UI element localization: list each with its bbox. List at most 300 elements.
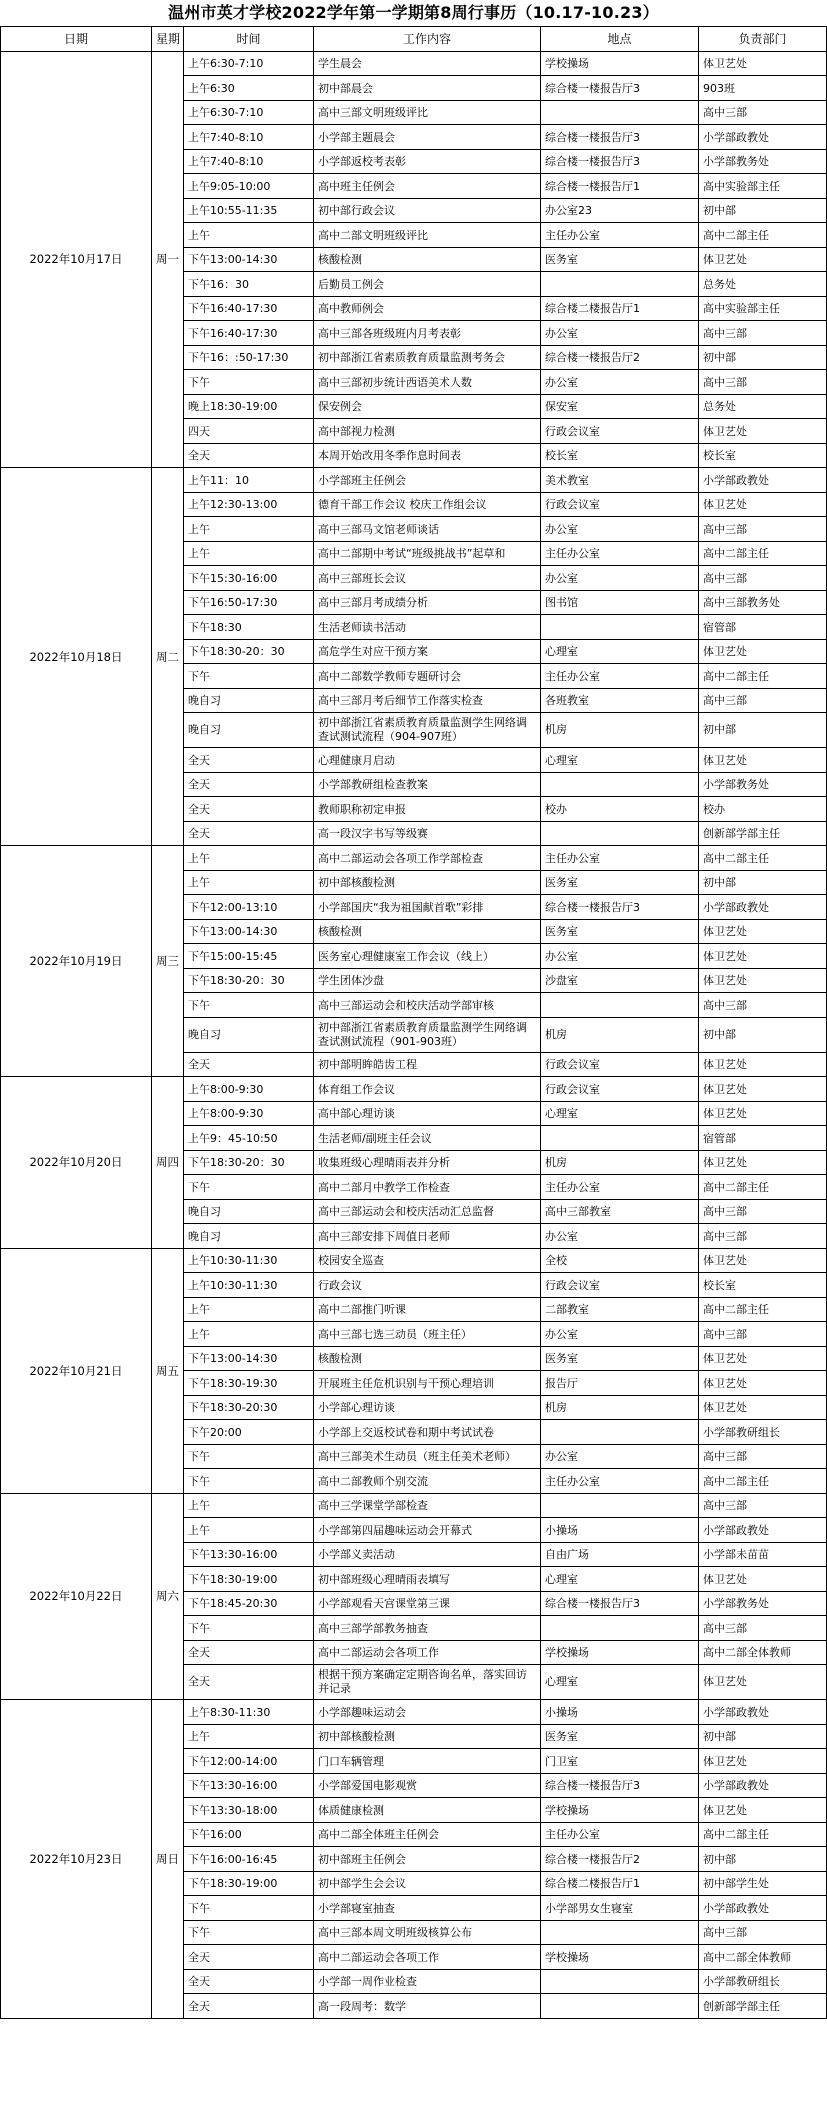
cell-content: 小学部心理访谈 [314,1395,541,1420]
cell-department: 宿管部 [699,1126,827,1151]
col-header-location: 地点 [541,27,699,52]
cell-location: 行政会议室 [541,1052,699,1077]
cell-time: 上午 [184,1297,314,1322]
cell-content: 小学部寝室抽查 [314,1896,541,1921]
cell-location: 心理室 [541,639,699,664]
cell-location: 综合楼一楼报告厅3 [541,1773,699,1798]
col-header-weekday: 星期 [152,27,184,52]
cell-content: 心理健康月启动 [314,748,541,773]
cell-content: 高中二部期中考试“班级挑战书”起草和 [314,541,541,566]
cell-department: 小学部政教处 [699,1700,827,1725]
cell-department: 总务处 [699,394,827,419]
cell-content: 高一段汉字书写等级赛 [314,821,541,846]
cell-department: 高中二部主任 [699,1822,827,1847]
cell-location: 综合楼一楼报告厅3 [541,149,699,174]
cell-department: 高中二部主任 [699,1469,827,1494]
col-header-department: 负责部门 [699,27,827,52]
cell-time: 下午16:00-16:45 [184,1847,314,1872]
cell-time: 全天 [184,772,314,797]
cell-location: 医务室 [541,919,699,944]
table-row [1,1700,827,1725]
day-date: 2022年10月23日 [1,1700,152,2019]
day-weekday: 周一 [152,51,184,468]
cell-time: 全天 [184,1640,314,1665]
cell-department: 宿管部 [699,615,827,640]
cell-content: 小学部班主任例会 [314,468,541,493]
table-row [1,51,827,76]
cell-time: 四天 [184,419,314,444]
cell-time: 下午12:00-13:10 [184,895,314,920]
cell-location: 二部教室 [541,1297,699,1322]
cell-department: 小学部教务处 [699,1591,827,1616]
cell-department: 高中三部 [699,1322,827,1347]
page-title: 温州市英才学校2022学年第一学期第8周行事历（10.17-10.23） [168,3,659,22]
cell-content: 开展班主任危机识别与干预心理培训 [314,1371,541,1396]
cell-department: 体卫艺处 [699,639,827,664]
cell-time: 下午16:00 [184,1822,314,1847]
cell-time: 下午16:50-17:30 [184,590,314,615]
cell-department: 小学部政教处 [699,1773,827,1798]
cell-content: 高中三部安排下周值日老师 [314,1224,541,1249]
cell-time: 下午 [184,664,314,689]
cell-time: 下午16：30 [184,272,314,297]
cell-content: 高中二部运动会各项工作学部检查 [314,846,541,871]
cell-location: 办公室 [541,1224,699,1249]
cell-department: 高中三部 [699,1199,827,1224]
day-weekday: 周四 [152,1077,184,1249]
cell-department: 初中部 [699,713,827,748]
cell-content: 初中部班级心理晴雨表填写 [314,1567,541,1592]
cell-location: 办公室 [541,944,699,969]
cell-time: 下午13:30-16:00 [184,1542,314,1567]
col-header-time: 时间 [184,27,314,52]
cell-location: 沙盘室 [541,968,699,993]
cell-department: 高中二部主任 [699,541,827,566]
cell-location: 综合楼一楼报告厅2 [541,345,699,370]
cell-department: 体卫艺处 [699,1101,827,1126]
col-header-date: 日期 [1,27,152,52]
cell-department: 高中三部 [699,1616,827,1641]
cell-location: 办公室 [541,370,699,395]
cell-content: 初中部班主任例会 [314,1847,541,1872]
cell-department: 校办 [699,797,827,822]
cell-time: 下午18:30-19:00 [184,1567,314,1592]
cell-content: 高中三部初步统计西语美术人数 [314,370,541,395]
cell-content: 小学部主题晨会 [314,125,541,150]
cell-location: 主任办公室 [541,541,699,566]
cell-content: 高中二部推门听课 [314,1297,541,1322]
cell-location: 高中三部教室 [541,1199,699,1224]
cell-time: 下午13:00-14:30 [184,919,314,944]
cell-time: 全天 [184,1665,314,1700]
cell-content: 高中二部运动会各项工作 [314,1945,541,1970]
cell-content: 初中部浙江省素质教育质量监测学生网络调查试测试流程（904-907班） [314,713,541,748]
cell-content: 高中三部运动会和校庆活动学部审核 [314,993,541,1018]
cell-location [541,100,699,125]
cell-content: 高中三学课堂学部检查 [314,1493,541,1518]
cell-department: 体卫艺处 [699,1077,827,1102]
cell-content: 高危学生对应干预方案 [314,639,541,664]
cell-time: 下午 [184,993,314,1018]
cell-time: 上午8:00-9:30 [184,1077,314,1102]
cell-time: 上午 [184,1322,314,1347]
cell-location [541,1616,699,1641]
schedule-table [0,26,827,2019]
cell-location: 自由广场 [541,1542,699,1567]
cell-location [541,821,699,846]
day-date: 2022年10月21日 [1,1248,152,1493]
cell-content: 初中部浙江省素质教育质量监测考务会 [314,345,541,370]
cell-location: 主任办公室 [541,1175,699,1200]
cell-time: 上午 [184,870,314,895]
day-weekday: 周五 [152,1248,184,1493]
cell-content: 小学部一周作业检查 [314,1969,541,1994]
cell-department: 体卫艺处 [699,1248,827,1273]
cell-time: 上午 [184,541,314,566]
cell-location: 主任办公室 [541,223,699,248]
day-weekday: 周二 [152,468,184,846]
cell-department: 903班 [699,76,827,101]
cell-content: 小学部上交返校试卷和期中考试试卷 [314,1420,541,1445]
cell-department: 小学部教务处 [699,772,827,797]
cell-content: 初中部浙江省素质教育质量监测学生网络调查试测试流程（901-903班） [314,1017,541,1052]
cell-content: 小学部趣味运动会 [314,1700,541,1725]
cell-time: 晚自习 [184,688,314,713]
cell-location: 综合楼一楼报告厅3 [541,1591,699,1616]
cell-content: 核酸检测 [314,247,541,272]
cell-time: 下午13:30-16:00 [184,1773,314,1798]
cell-time: 上午11：10 [184,468,314,493]
cell-department: 总务处 [699,272,827,297]
cell-time: 晚自习 [184,713,314,748]
cell-location [541,615,699,640]
cell-department: 校长室 [699,1273,827,1298]
cell-time: 下午18:30-19:00 [184,1871,314,1896]
cell-location: 办公室23 [541,198,699,223]
cell-content: 高中三部美术生动员（班主任美术老师） [314,1444,541,1469]
cell-location: 报告厅 [541,1371,699,1396]
cell-content: 根据干预方案确定定期咨询名单，落实回访并记录 [314,1665,541,1700]
cell-content: 核酸检测 [314,1346,541,1371]
table-row [1,1248,827,1273]
cell-location: 小操场 [541,1518,699,1543]
cell-location: 学校操场 [541,1640,699,1665]
cell-content: 初中部核酸检测 [314,870,541,895]
cell-content: 高中三部本周文明班级核算公布 [314,1920,541,1945]
cell-department: 高中三部 [699,1224,827,1249]
cell-time: 上午 [184,1724,314,1749]
cell-department: 初中部 [699,870,827,895]
cell-time: 全天 [184,821,314,846]
cell-content: 高中二部月中教学工作检查 [314,1175,541,1200]
day-date: 2022年10月20日 [1,1077,152,1249]
cell-time: 上午7:40-8:10 [184,149,314,174]
cell-time: 下午 [184,1616,314,1641]
cell-time: 上午 [184,517,314,542]
cell-content: 小学部第四届趣味运动会开幕式 [314,1518,541,1543]
cell-department: 小学部政教处 [699,125,827,150]
cell-content: 高中部心理访谈 [314,1101,541,1126]
cell-content: 小学部义卖活动 [314,1542,541,1567]
cell-department: 小学部教研组长 [699,1420,827,1445]
cell-department: 高中三部教务处 [699,590,827,615]
cell-content: 高一段周考：数学 [314,1994,541,2019]
cell-location: 综合楼一楼报告厅2 [541,1847,699,1872]
cell-department: 体卫艺处 [699,51,827,76]
cell-time: 下午12:00-14:00 [184,1749,314,1774]
cell-location [541,1420,699,1445]
cell-department: 高中二部主任 [699,846,827,871]
cell-department: 体卫艺处 [699,1798,827,1823]
cell-location: 综合楼一楼报告厅1 [541,174,699,199]
cell-department: 小学部政教处 [699,1896,827,1921]
cell-time: 上午6:30-7:10 [184,100,314,125]
cell-location: 心理室 [541,1101,699,1126]
cell-content: 高中二部教师个别交流 [314,1469,541,1494]
cell-time: 下午20:00 [184,1420,314,1445]
cell-location [541,1969,699,1994]
cell-time: 下午 [184,1920,314,1945]
cell-location: 综合楼二楼报告厅1 [541,296,699,321]
header-row [1,27,827,52]
cell-content: 体育组工作会议 [314,1077,541,1102]
cell-location: 行政会议室 [541,1077,699,1102]
cell-department: 高中三部 [699,688,827,713]
cell-location: 各班教室 [541,688,699,713]
cell-department: 高中三部 [699,100,827,125]
cell-content: 学生团体沙盘 [314,968,541,993]
cell-content: 生活老师/副班主任会议 [314,1126,541,1151]
cell-content: 学生晨会 [314,51,541,76]
cell-department: 体卫艺处 [699,748,827,773]
cell-content: 高中三部班长会议 [314,566,541,591]
cell-time: 上午8:00-9:30 [184,1101,314,1126]
cell-location: 学校操场 [541,1945,699,1970]
cell-content: 教师职称初定申报 [314,797,541,822]
cell-content: 本周开始改用冬季作息时间表 [314,443,541,468]
cell-time: 上午9：45-10:50 [184,1126,314,1151]
cell-department: 初中部 [699,345,827,370]
cell-department: 初中部 [699,1017,827,1052]
cell-department: 体卫艺处 [699,1567,827,1592]
cell-location: 校长室 [541,443,699,468]
cell-content: 生活老师读书活动 [314,615,541,640]
cell-location [541,1920,699,1945]
cell-location: 医务室 [541,1346,699,1371]
cell-location: 校办 [541,797,699,822]
cell-department: 高中二部主任 [699,223,827,248]
cell-content: 高中三部马文馆老师谈话 [314,517,541,542]
cell-location: 主任办公室 [541,846,699,871]
cell-location: 医务室 [541,247,699,272]
cell-time: 上午 [184,1518,314,1543]
cell-department: 体卫艺处 [699,1665,827,1700]
day-date: 2022年10月17日 [1,51,152,468]
cell-content: 初中部行政会议 [314,198,541,223]
day-date: 2022年10月19日 [1,846,152,1077]
cell-location [541,772,699,797]
cell-content: 初中部明眸皓齿工程 [314,1052,541,1077]
cell-time: 上午12:30-13:00 [184,492,314,517]
cell-time: 下午16:40-17:30 [184,296,314,321]
cell-location: 综合楼二楼报告厅1 [541,1871,699,1896]
cell-location: 保安室 [541,394,699,419]
cell-department: 初中部 [699,198,827,223]
cell-location: 主任办公室 [541,664,699,689]
cell-time: 晚自习 [184,1224,314,1249]
cell-time: 上午6:30-7:10 [184,51,314,76]
cell-location: 办公室 [541,566,699,591]
cell-time: 全天 [184,1994,314,2019]
cell-time: 下午18:30-20：30 [184,968,314,993]
cell-department: 初中部 [699,1724,827,1749]
cell-time: 下午15:30-16:00 [184,566,314,591]
cell-content: 高中部视力检测 [314,419,541,444]
cell-location [541,272,699,297]
cell-location [541,993,699,1018]
cell-content: 德育干部工作会议 校庆工作组会议 [314,492,541,517]
cell-content: 高中二部运动会各项工作 [314,1640,541,1665]
cell-department: 小学部教务处 [699,149,827,174]
cell-department: 高中三部 [699,321,827,346]
cell-location: 美术教室 [541,468,699,493]
cell-time: 下午 [184,1444,314,1469]
cell-department: 小学部教研组长 [699,1969,827,1994]
cell-time: 下午16:40-17:30 [184,321,314,346]
cell-department: 校长室 [699,443,827,468]
cell-time: 晚自习 [184,1017,314,1052]
cell-location: 心理室 [541,748,699,773]
table-row [1,846,827,871]
cell-location: 机房 [541,1150,699,1175]
cell-department: 体卫艺处 [699,968,827,993]
cell-location: 小学部男女生寝室 [541,1896,699,1921]
cell-content: 高中三部月考后细节工作落实检查 [314,688,541,713]
cell-time: 全天 [184,748,314,773]
cell-content: 小学部国庆“我为祖国献首歌”彩排 [314,895,541,920]
cell-time: 全天 [184,797,314,822]
cell-department: 体卫艺处 [699,1346,827,1371]
cell-department: 创新部学部主任 [699,821,827,846]
cell-content: 后勤员工例会 [314,272,541,297]
cell-department: 创新部学部主任 [699,1994,827,2019]
cell-location: 办公室 [541,517,699,542]
cell-time: 全天 [184,1969,314,1994]
cell-time: 上午 [184,223,314,248]
cell-location: 综合楼一楼报告厅3 [541,76,699,101]
cell-department: 小学部政教处 [699,1518,827,1543]
cell-department: 高中三部 [699,566,827,591]
cell-location: 小操场 [541,1700,699,1725]
cell-department: 体卫艺处 [699,1371,827,1396]
day-date: 2022年10月22日 [1,1493,152,1700]
cell-department: 高中二部全体教师 [699,1640,827,1665]
cell-department: 高中二部主任 [699,1297,827,1322]
cell-location: 综合楼一楼报告厅3 [541,125,699,150]
cell-location: 医务室 [541,1724,699,1749]
cell-location: 办公室 [541,1444,699,1469]
cell-time: 下午18:30-20:30 [184,1395,314,1420]
cell-time: 下午 [184,1175,314,1200]
cell-content: 小学部观看天宫课堂第三课 [314,1591,541,1616]
cell-content: 高中三部各班级班内月考表彰 [314,321,541,346]
cell-time: 上午 [184,846,314,871]
cell-content: 核酸检测 [314,919,541,944]
cell-department: 小学部政教处 [699,468,827,493]
cell-location: 机房 [541,1395,699,1420]
cell-location: 行政会议室 [541,492,699,517]
cell-location: 综合楼一楼报告厅3 [541,895,699,920]
cell-location [541,1493,699,1518]
cell-content: 高中三部运动会和校庆活动汇总监督 [314,1199,541,1224]
cell-content: 初中部晨会 [314,76,541,101]
cell-content: 初中部学生会会议 [314,1871,541,1896]
cell-department: 体卫艺处 [699,492,827,517]
cell-content: 医务室心理健康室工作会议（线上） [314,944,541,969]
cell-location: 行政会议室 [541,1273,699,1298]
cell-time: 下午 [184,370,314,395]
cell-department: 高中二部主任 [699,664,827,689]
cell-content: 高中班主任例会 [314,174,541,199]
cell-content: 高中三部七选三动员（班主任） [314,1322,541,1347]
cell-location: 行政会议室 [541,419,699,444]
day-weekday: 周六 [152,1493,184,1700]
cell-content: 校园安全巡查 [314,1248,541,1273]
cell-department: 高中实验部主任 [699,296,827,321]
cell-department: 小学部政教处 [699,895,827,920]
cell-content: 初中部核酸检测 [314,1724,541,1749]
cell-content: 高中三部月考成绩分析 [314,590,541,615]
cell-time: 晚上18:30-19:00 [184,394,314,419]
cell-department: 体卫艺处 [699,247,827,272]
cell-time: 下午 [184,1469,314,1494]
cell-location: 办公室 [541,1322,699,1347]
schedule-body [1,51,827,2018]
cell-content: 高中二部全体班主任例会 [314,1822,541,1847]
cell-location: 学校操场 [541,1798,699,1823]
cell-time: 上午10:30-11:30 [184,1273,314,1298]
day-weekday: 周三 [152,846,184,1077]
cell-department: 小学部未苗苗 [699,1542,827,1567]
cell-time: 下午 [184,1896,314,1921]
cell-content: 保安例会 [314,394,541,419]
cell-content: 小学部爱国电影观赏 [314,1773,541,1798]
cell-department: 高中三部 [699,370,827,395]
cell-location: 图书馆 [541,590,699,615]
cell-content: 高中二部数学教师专题研讨会 [314,664,541,689]
cell-time: 上午10:55-11:35 [184,198,314,223]
cell-content: 小学部返校考表彰 [314,149,541,174]
cell-time: 上午6:30 [184,76,314,101]
cell-location: 机房 [541,1017,699,1052]
cell-department: 体卫艺处 [699,1395,827,1420]
cell-content: 门口车辆管理 [314,1749,541,1774]
table-row [1,1077,827,1102]
cell-time: 下午18:45-20:30 [184,1591,314,1616]
cell-time: 上午 [184,1493,314,1518]
cell-department: 高中二部主任 [699,1175,827,1200]
cell-time: 全天 [184,443,314,468]
cell-time: 下午18:30-20：30 [184,639,314,664]
cell-time: 晚自习 [184,1199,314,1224]
cell-department: 高中三部 [699,1920,827,1945]
cell-department: 体卫艺处 [699,1749,827,1774]
cell-location: 门卫室 [541,1749,699,1774]
cell-location: 心理室 [541,1567,699,1592]
cell-time: 下午13:00-14:30 [184,1346,314,1371]
cell-department: 高中三部 [699,517,827,542]
cell-content: 高中三部学部教务抽查 [314,1616,541,1641]
